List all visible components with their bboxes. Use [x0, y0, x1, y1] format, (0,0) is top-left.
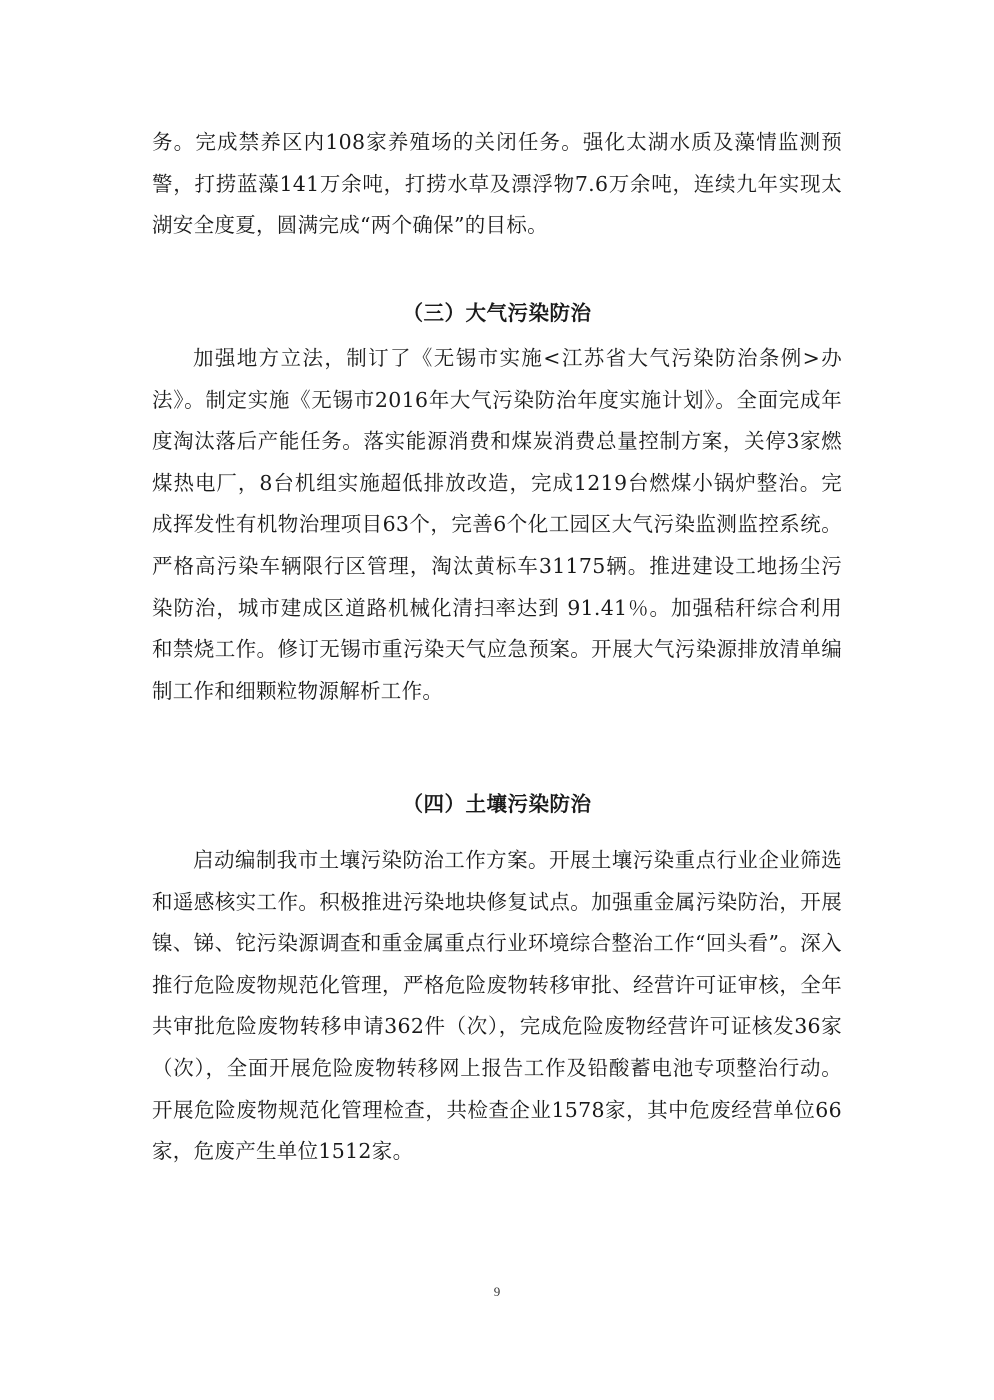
paragraph-block — [152, 840, 842, 1173]
page-number: 9 — [493, 1284, 501, 1299]
section-heading-soil-pollution: （四）土壤污染防治 — [402, 792, 592, 816]
paragraph-air-pollution: 加强地方立法，制订了《无锡市实施<江苏省大气污染防治条例>办法》。制定实施《无锡市2016年大气污染防治年度实施计划》。全面完成年度淘汰落后产能任务。落实能源消费和煤炭消费总量控制方案，关停3家燃煤热电厂，8台机组实施超低排放改造，完成1219台燃煤小锅炉整治。完成挥发性有机物治理项目63个，完善6个化工园区大气污染监测监控系统。严格高污染车辆限行区管理，淘汰黄标车31175辆。推进建设工地扬尘污染防治，城市建成区道路机械化清扫率达到 91.41％。加强秸秆综合利用和禁烧工作。修订无锡市重污染天气应急预案。开展大气污染源排放清单编制工作和细颗粒物源解析工作。 — [152, 346, 842, 703]
paragraph-block — [152, 338, 842, 712]
paragraph-soil-pollution: 启动编制我市土壤污染防治工作方案。开展土壤污染重点行业企业筛选和遥感核实工作。积极推进污染地块修复试点。加强重金属污染防治，开展镍、锑、铊污染源调查和重金属重点行业环境综合整治工作“回头看”。深入推行危险废物规范化管理，严格危险废物转移审批、经营许可证审核，全年共审批危险废物转移申请362件（次），完成危险废物经营许可证核发36家（次），全面开展危险废物转移网上报告工作及铅酸蓄电池专项整治行动。开展危险废物规范化管理检查，共检查企业1578家，其中危废经营单位66家，危废产生单位1512家。 — [152, 848, 842, 1164]
section-heading-air-pollution: （三）大气污染防治 — [402, 301, 592, 325]
paragraph-block — [152, 122, 842, 247]
paragraph-water-control-continued: 务。完成禁养区内108家养殖场的关闭任务。强化太湖水质及藻情监测预警，打捞蓝藻141万余吨，打捞水草及漂浮物7.6万余吨，连续九年实现太湖安全度夏，圆满完成“两个确保”的目标。 — [152, 130, 842, 238]
